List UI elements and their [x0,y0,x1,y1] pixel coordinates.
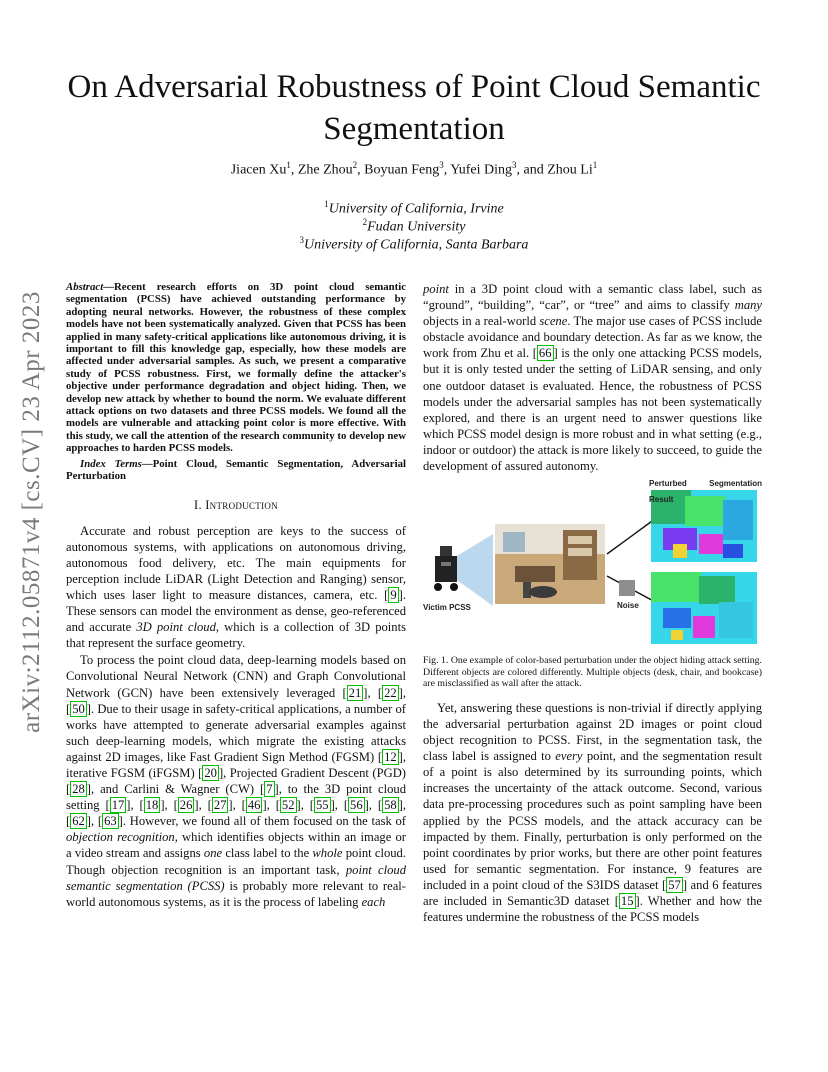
citation-link[interactable]: 18 [145,798,159,813]
citation-link[interactable]: 63 [104,814,117,829]
author-list: Jiacen Xu$^1$, Zhe Zhou$^2$, Boyuan Feng$^3$, Yufei Ding$^3$, and Zhou Li$^1$ [230,160,598,178]
affiliation-number: 2 [362,217,368,227]
paragraph: Yet, answering these questions is non-trivial if directly applying the adversarial perturbation against 2D images or point cloud object recognition to PCSS. First, in the segmentation task, the class label is assigned to every point, and the segmentation result of a point is also determined by its surrounding points, which increases the uncertainty of the attack outcome. Second, various data pre-processing procedures such as point sampling have been applied by the PCSS models, and the attack accuracy can be impacted by them. Finally, perturbation is only performed on the point coordinates by prior works, but there are other point features used for semantic segmentation. For instance, 9 features are included in a point cloud of the S3IDS dataset [ 57 ] and 6 features are included in Semantic3D dataset [ 15 ]. Whether and how the features undermine the robustness of the PCSS models [423,700,763,925]
citation-link[interactable]: 22 [384,685,397,700]
author-affiliation-mark: 1 [286,160,291,170]
citation-link[interactable]: 52 [281,798,295,813]
citation-link[interactable]: 7 [266,782,273,797]
arxiv-sidebar [14,262,50,762]
citation-link[interactable]: 17 [111,798,125,813]
citation-link[interactable]: 66 [538,346,552,361]
citation-link[interactable]: 26 [179,798,193,813]
affiliation-name: University of California, Irvine [328,201,504,217]
author-name: Zhou Li [547,162,593,178]
noise-label: Noise [617,601,639,611]
citation-link[interactable]: 15 [620,894,634,909]
author-affiliation-mark: 2 [352,160,358,170]
figure-1 [423,479,762,649]
perturbed-result-label: Perturbed Segmentation Result [649,479,762,505]
affiliation-line [40,195,788,217]
arxiv-identifier: arXiv:2112.05871v4 [cs.CV] 23 Apr 2023 [18,291,45,733]
citation-link[interactable]: 55 [315,798,329,813]
room-scene-image [495,524,605,604]
citation-link[interactable]: 12 [384,749,397,764]
author-name: Jiacen Xu [230,162,287,178]
affiliations [40,195,788,253]
title-line-1: On Adversarial Robustness of Point Cloud Semantic [67,69,761,105]
abstract-text: —Recent research efforts on 3D point cloud semantic segmentation (PCSS) have achieved outstanding performance by adopting neural networks. However, the robustness of these complex models have not been systematically analyzed. Given that PCSS has been applied in many safety-critical applications like autonomous driving, it is important to fill this knowledge gap, especially, how these models are affected under adversarial samples. As such, we present a comparative study of PCSS robustness. First, we formally define the attacker's objective under performance degradation and object hiding. Then, we develop new attack by whether to bound the norm. We evaluate different attack options on two datasets and three PCSS models. We found all the models are vulnerable and attacking point color is more effective. With this study, we call the attention of the research community to develop new approaches to harden PCSS models. [66,281,406,455]
affiliation-number: 1 [324,199,329,209]
citation-link[interactable]: 28 [72,782,85,797]
citation-link[interactable]: 20 [204,766,217,780]
segmentation-result-bottom [651,572,757,644]
right-column [423,281,762,926]
author-name: Yufei Ding [450,162,513,178]
paragraph: point in a 3D point cloud with a semantic class label, such as “ground”, “building”, “car”, or “tree” and aims to classify many objects in a real-world scene. The major use cases of PCSS include obstacle avoidance and boundary detection. As far as we know, the work from Zhu et al. [ 66 ] is the only one attacking PCSS models, but it is only tested under the setting of LiDAR sensing, and only one outdoor dataset is evaluated. Hence, the robustness of PCSS models under the adversarial samples has not been systematically explored, and there is an urgent need to answer questions like which PCSS model design is more robust and in what setting (e.g., indoor or outdoor) the attack is more likely to succeed, to guide the development of assured autonomy. [423,282,762,474]
citation-link[interactable]: 27 [213,798,227,813]
affiliation-name: University of California, Santa Barbara [304,237,529,253]
robot-icon [434,546,458,591]
left-column [66,281,406,911]
abstract-label: Abstract [66,281,104,293]
index-terms-label: Index Terms [80,457,142,470]
author-affiliation-mark: 1 [592,160,598,170]
author-name: Zhe Zhou [297,162,353,178]
affiliation-line [40,231,788,253]
citation-link[interactable]: 9 [390,587,397,602]
author-affiliation-mark: 3 [439,160,444,170]
noise-icon [619,580,635,596]
affiliation-name: Fudan University [367,219,466,235]
citation-link[interactable]: 62 [72,814,85,829]
figure-1-illustration [423,484,762,649]
lidar-beam-icon [457,534,493,606]
citation-link[interactable]: 21 [348,685,362,700]
affiliation-number: 3 [299,235,305,245]
title-line-2: Segmentation [323,111,505,147]
paragraph: Accurate and robust perception are keys to the success of autonomous systems, with applications on autonomous driving, autonomous food delivery, etc. The main equipments for perception include LiDAR (Light Detection and Ranging) sensor, which uses laser light to measure distances, camera, etc. [ 9 ]. These sensors can model the environment as dense, geo-referenced and accurate 3D point cloud, which is a collection of 3D points that represent the surface geometry. [66,523,406,651]
index-terms [66,458,406,483]
abstract [66,281,406,455]
citation-link[interactable]: 58 [384,798,397,813]
citation-link[interactable]: 56 [350,798,363,813]
section-heading-introduction: I. Introduction [194,497,278,512]
paper-title [40,66,788,150]
paragraph: To process the point cloud data, deep-learning models based on Convolutional Neural Network (CNN) and Graph Convolutional Network (GCN) have been extensively leveraged [ 21 ], [ 22 ], [ 50 ]. Due to their usage in safety-critical applications, a number of works have attempted to generate adversarial examples against such deep-learning models, which migrate the existing attacks against 2D images, like Fast Gradient Sign Method (FGSM) [ 12 ], iterative FGSM (iFGSM) [ 20 ], Projected Gradient Descent (PGD) [ 28 ], and Carlini & Wagner (CW) [ 7 ], to the 3D point cloud setting [ 17 ], [ 18 ], [ 26 ], [ 27 ], [ 46 ], [ 52 ], [ 55 ], [ 56 ], [ 58 ], [ 62 ], [ 63 ]. However, we found all of them focused on the task of objection recognition, which identifies objects within an image or a video stream and assigns one class label to the whole point cloud. Though objection recognition is an important task, point cloud semantic segmentation (PCSS) is probably more relevant to real-world autonomous systems, as it is the process of labeling each [66,653,407,909]
citation-link[interactable]: 57 [668,877,681,892]
victim-pcss-label: Victim PCSS [423,603,471,613]
affiliation-line [40,213,788,235]
citation-link[interactable]: 46 [247,798,261,813]
citation-link[interactable]: 50 [72,701,85,716]
figure-1-caption: Fig. 1. One example of color-based perturbation under the object hiding attack setting. Different objects are colored differently. Multiple objects (desk, chair, and bookcase) are misclassified as wall after the attack. [423,655,762,690]
index-terms-text: —Point Cloud, Semantic Segmentation, Adversarial Perturbation [66,457,406,483]
author-name: Boyuan Feng [364,162,440,178]
author-affiliation-mark: 3 [512,160,517,170]
